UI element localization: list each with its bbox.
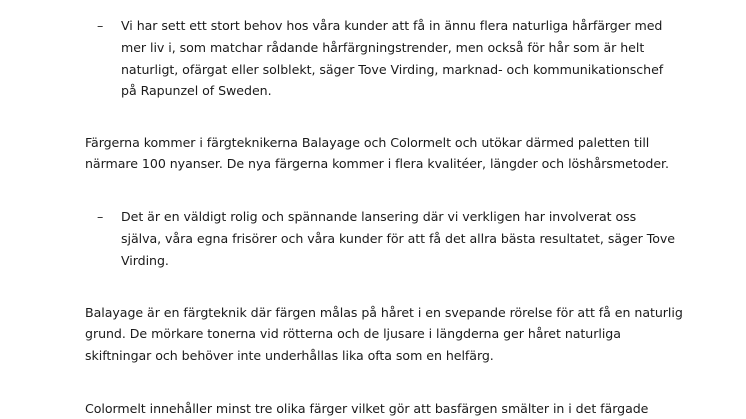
quote-dash: – [97,209,104,224]
paragraph-3-line-1: Colormelt innehåller minst tre olika färger vilket gör att basfärgen smälter in i det färgade [85,401,649,416]
quote-2-line-2: själva, våra egna frisörer och våra kunder för att få det allra bästa resultatet, säger Tove [121,231,675,246]
paragraph-2-line-1: Balayage är en färgteknik där färgen målas på håret i en svepande rörelse för att få en naturlig [85,305,683,320]
paragraph-1-line-2: närmare 100 nyanser. De nya färgerna kommer i flera kvalitéer, längder och löshårsmetoder. [85,156,669,171]
quote-2-line-3: Virding. [121,253,169,268]
paragraph-2-line-2: grund. De mörkare tonerna vid rötterna och de ljusare i längderna ger håret naturliga [85,326,621,341]
quote-1-line-4: på Rapunzel of Sweden. [121,83,272,98]
quote-1-line-1: Vi har sett ett stort behov hos våra kunder att få in ännu flera naturliga hårfärger med [121,18,663,33]
quote-2-line-1: Det är en väldigt rolig och spännande lansering där vi verkligen har involverat oss [121,209,637,224]
paragraph-1-line-1: Färgerna kommer i färgteknikerna Balayage och Colormelt och utökar därmed paletten till [85,135,650,150]
quote-1-line-2: mer liv i, som matchar rådande hårfärgningstrender, men också för hår som är helt [121,40,645,55]
paragraph-2-line-3: skiftningar och behöver inte underhållas lika ofta som en helfärg. [85,348,494,363]
quote-1-line-3: naturligt, ofärgat eller solblekt, säger Tove Virding, marknad- och kommunikationschef [121,62,664,77]
quote-dash: – [97,18,104,33]
